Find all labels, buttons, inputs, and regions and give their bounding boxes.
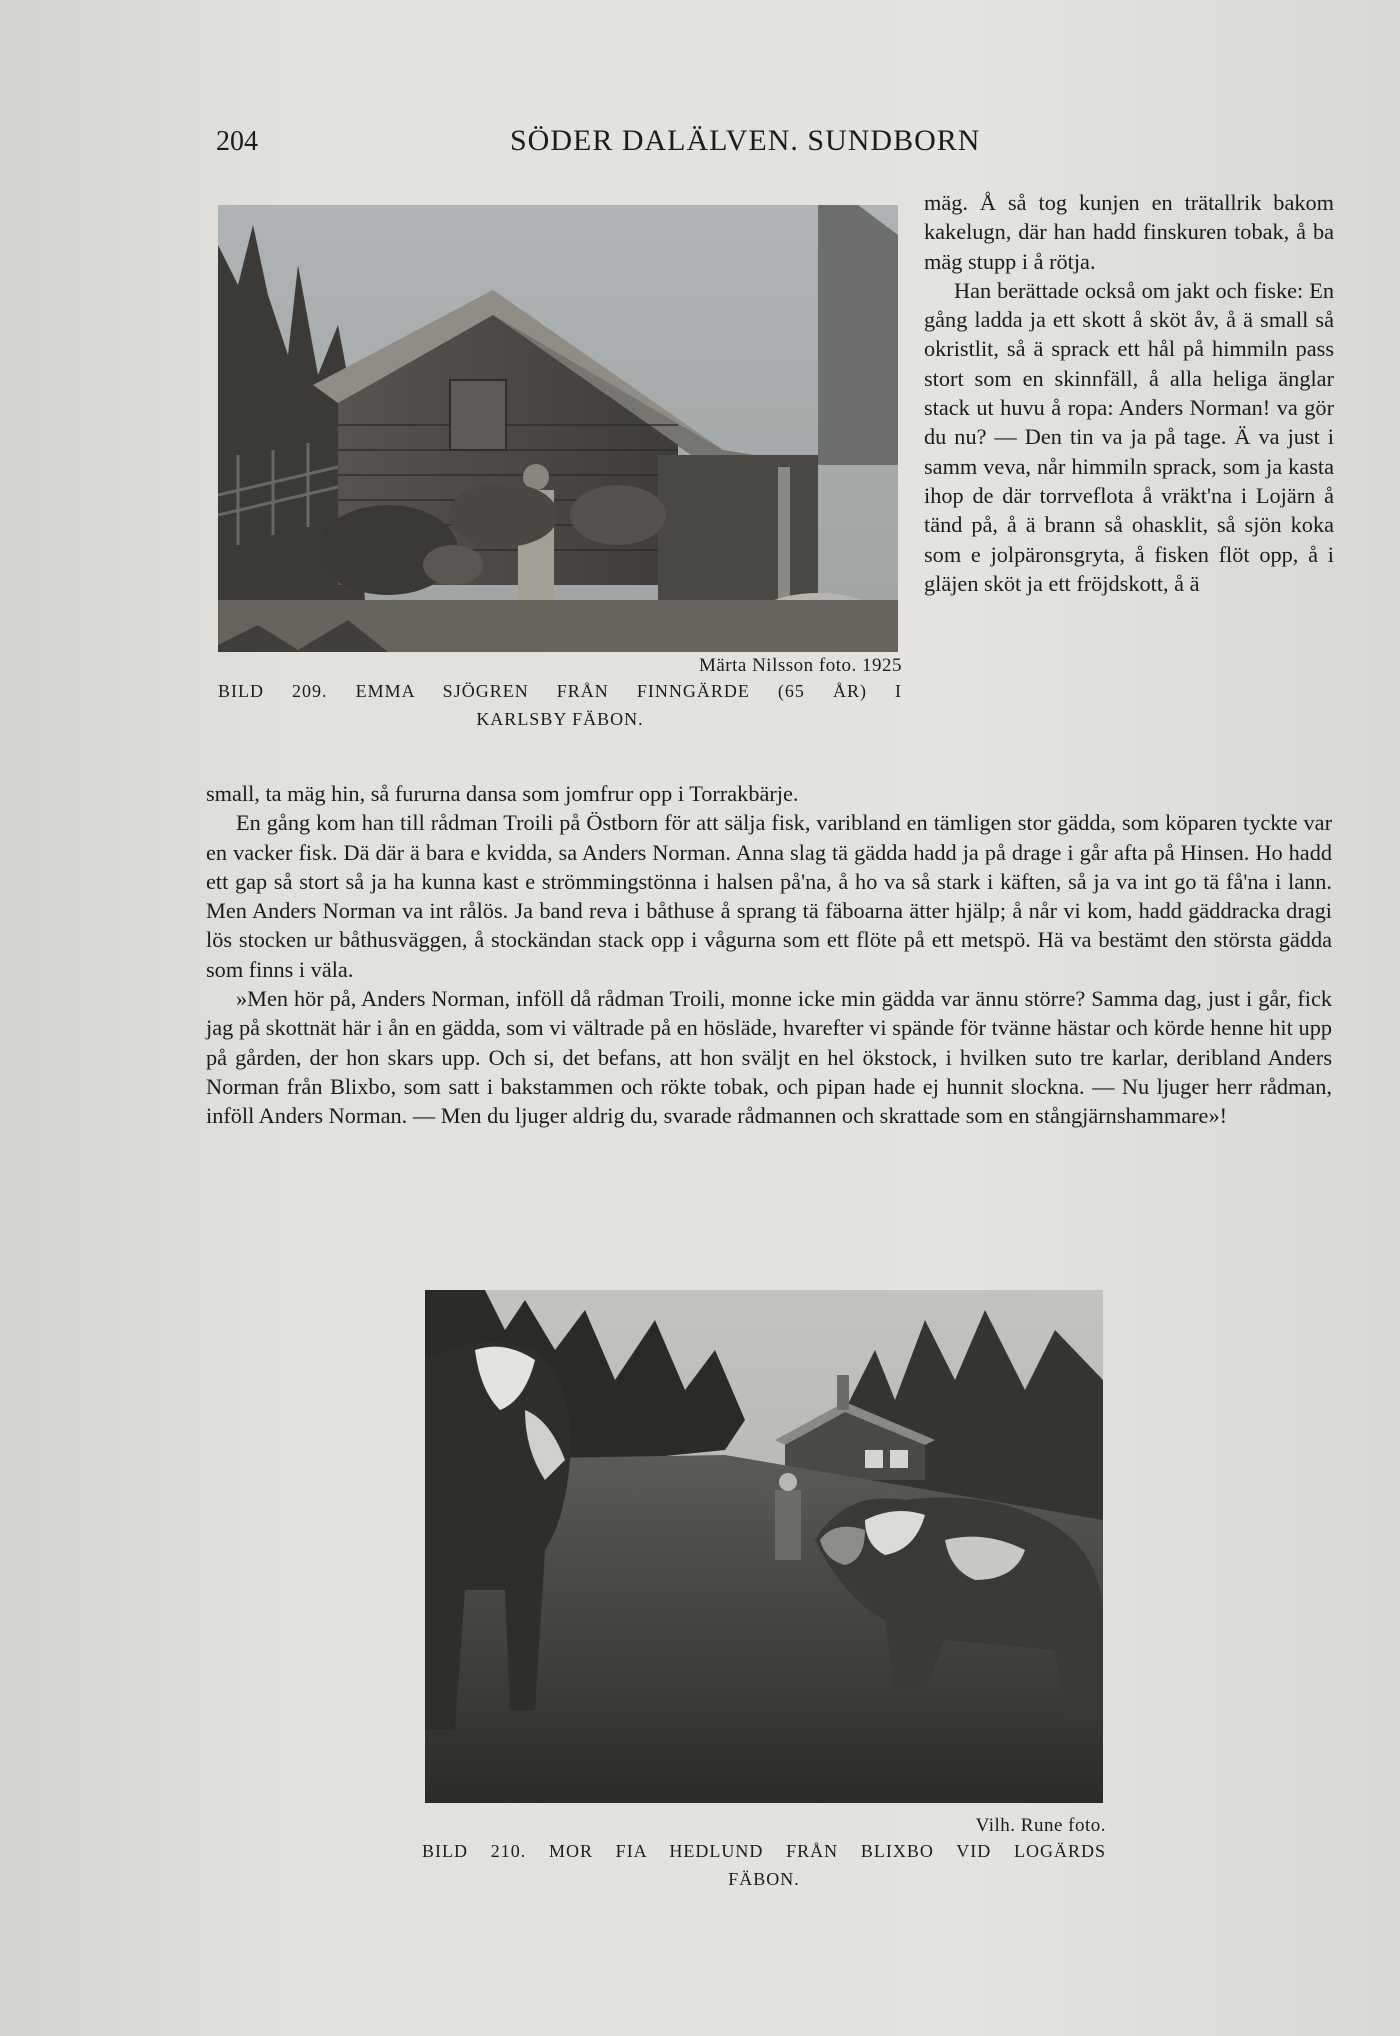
photo-woman-with-cows bbox=[425, 1290, 1103, 1803]
photo-credit: Vilh. Rune foto. bbox=[975, 1815, 1106, 1836]
figure-210-caption bbox=[422, 1815, 1106, 1893]
paragraph: mäg. Å så tog kunjen en trätallrik bakom kakelugn, där han hadd finskuren tobak, å ba mäg stupp i å rötja. bbox=[924, 190, 1334, 274]
paragraph: En gång kom han till rådman Troili på Östborn för att sälja fisk, varibland en tämligen stor gädda, som köparen tyckte var en vacker fisk. Dä där ä bara e kvidda, sa Anders Norman. Anna slag tä gädda hadd ja på drage i går afta på Hinsen. Ho hadd ett gap så stort så ja ha kunna kast e strömmingstönna i halsen på'na, å ho va så stark i käften, så ja va int go tä få'na i lann. Men Anders Norman va int rålös. Ja band reva i båthuse å sprang tä fäboarna ätter hjälp; å når vi kom, hadd gäddracka dragi lös stocken ur båthusväggen, å stockändan stack opp i vågurna som ett flöte på ett metspö. Hä va bestämt den största gädda som finns i väla. bbox=[206, 810, 1332, 982]
running-head: SÖDER DALÄLVEN. SUNDBORN bbox=[510, 124, 981, 157]
paragraph: Han berättade också om jakt och fiske: En gång ladda ja ett skott å sköt åv, å ä small så okristlit, så ä sprack ett hål på himmiln pass stort som en skinnfäll, å alla heliga änglar stack ut huvu å ropa: Anders Norman! va gör du nu? — Den tin va ja på tage. Ä va just i samm veva, når himmiln sprack, som ja kasta ihop de där torrveflota å vräkt'na i Lojärn å tänd på, å ä brann så ohasklit, så sjön koka som e jolpäronsgryta, å fisken flöt opp, å i gläjen sköt ja ett fröjdskott, å ä bbox=[924, 277, 1334, 596]
photo-cabin-with-cows bbox=[218, 205, 898, 652]
paragraph: small, ta mäg hin, så fururna dansa som jomfrur opp i Torrakbärje. bbox=[206, 781, 799, 806]
figure-209-caption bbox=[218, 655, 902, 733]
caption-line: BILD 209. EMMA SJÖGREN FRÅN FINNGÄRDE (65 ÅR) I bbox=[218, 681, 902, 701]
page-number: 204 bbox=[216, 126, 258, 157]
caption-line: KARLSBY FÄBON. bbox=[476, 709, 644, 729]
photo-credit: Märta Nilsson foto. 1925 bbox=[698, 655, 902, 676]
caption-line: BILD 210. MOR FIA HEDLUND FRÅN BLIXBO VID LOGÄRDS bbox=[422, 1841, 1106, 1861]
right-column-text bbox=[924, 188, 1334, 598]
full-width-text bbox=[206, 779, 1332, 1131]
paragraph: »Men hör på, Anders Norman, inföll då rådman Troili, monne icke min gädda var ännu större? Samma dag, just i går, fick jag på skottnät här i ån en gädda, som vi vältrade på en hösläde, hvarefter vi spände för tvänne hästar och körde henne hit upp på gården, der hon skars upp. Och si, det befans, att hon sväljt en hel ökstock, i hvilken suto tre karlar, deribland Anders Norman från Blixbo, som satt i bakstammen och rökte tobak, och pipan hade ej hunnit slockna. — Nu ljuger herr rådman, inföll Anders Norman. — Men du ljuger aldrig du, svarade rådmannen och skrattade som en stångjärnshammare»! bbox=[206, 986, 1332, 1129]
caption-line: FÄBON. bbox=[728, 1869, 800, 1889]
